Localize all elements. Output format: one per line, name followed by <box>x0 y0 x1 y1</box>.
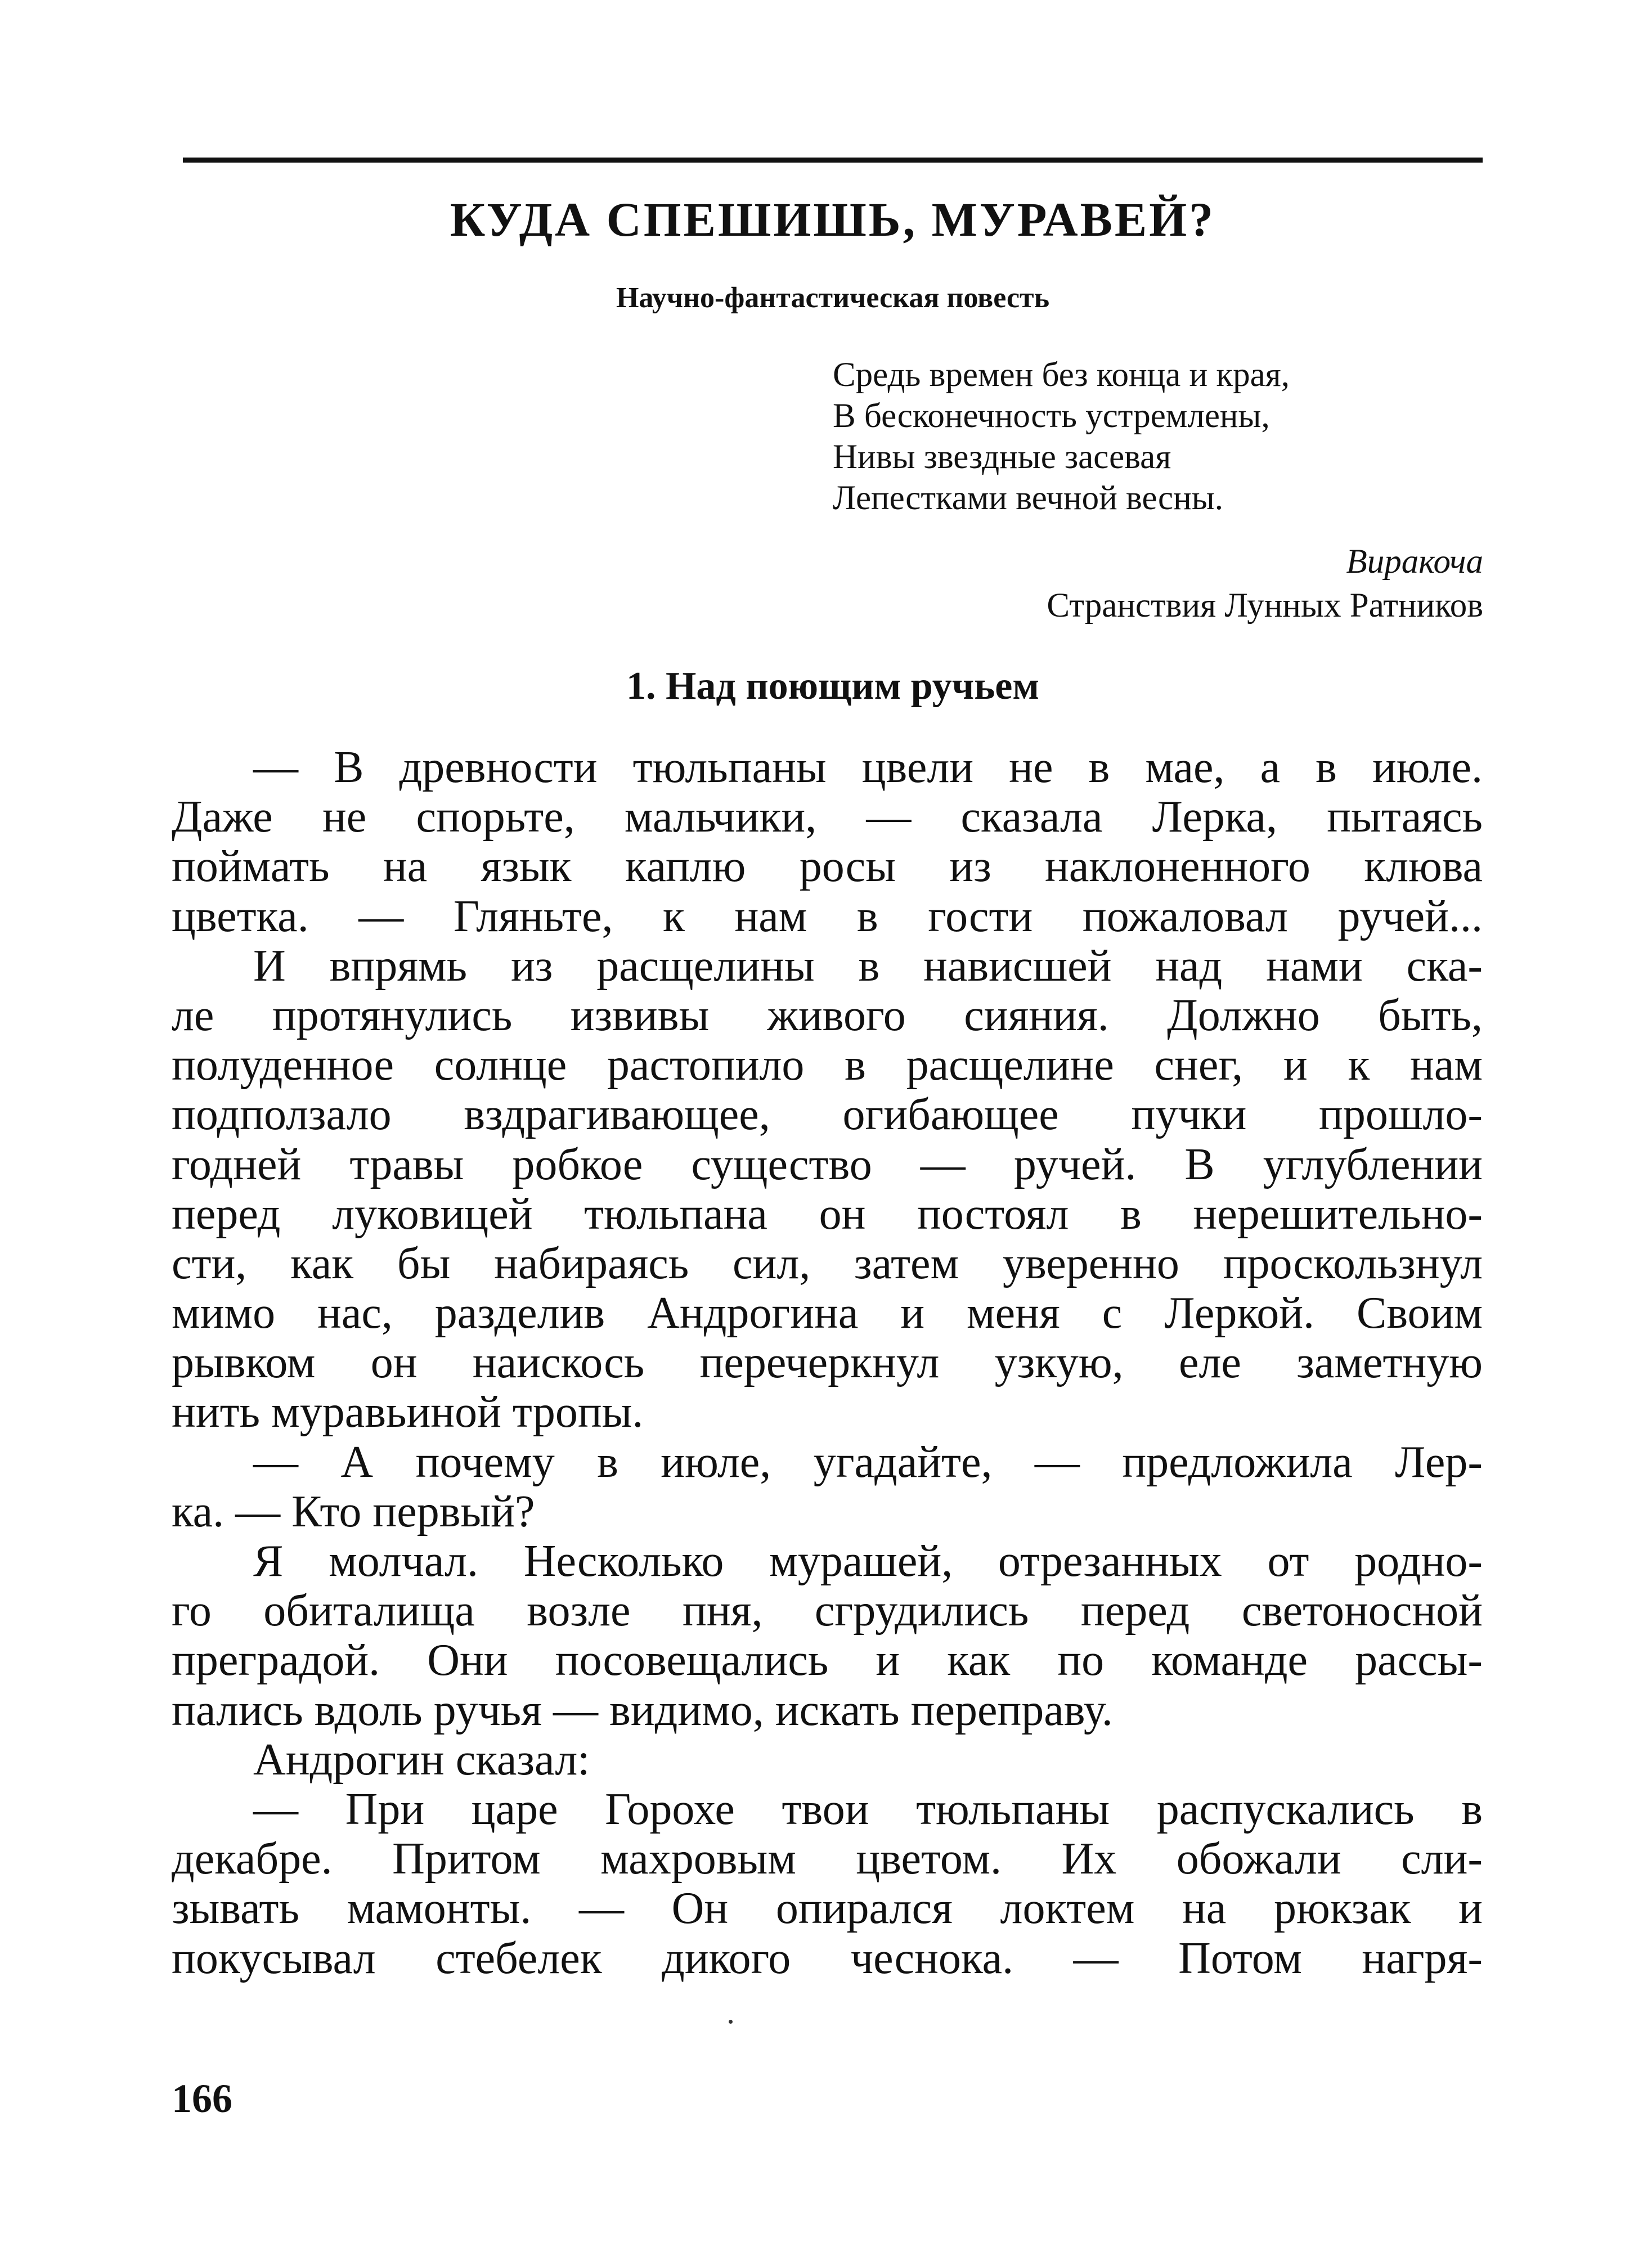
page-number: 166 <box>172 2076 232 2121</box>
text-line: го обиталища возле пня, сгрудились перед светоносной <box>172 1586 1483 1636</box>
epigraph <box>833 354 1491 519</box>
text-line: Даже не спорьте, мальчики, — сказала Лерка, пытаясь <box>172 792 1483 842</box>
text-line: цветка. — Гляньте, к нам в гости пожаловал ручей... <box>172 891 1483 941</box>
text-line: — А почему в июле, угадайте, — предложила Лер- <box>253 1437 1483 1487</box>
epigraph-source: Странствия Лунных Ратников <box>1047 587 1483 624</box>
text-line: Я молчал. Несколько мурашей, отрезанных от родно- <box>253 1536 1483 1586</box>
print-speck <box>729 2020 733 2024</box>
epigraph-line: Нивы звездные засевая <box>833 438 1171 476</box>
text-line: покусывал стебелек дикого чеснока. — Потом нагря- <box>172 1933 1483 1983</box>
text-line: — При царе Горохе твои тюльпаны распускались в <box>253 1784 1483 1834</box>
text-line: пались вдоль ручья — видимо, искать переправу. <box>172 1685 1113 1735</box>
epigraph-line: Средь времен без конца и края, <box>833 356 1290 394</box>
text-line: годней травы робкое существо — ручей. В углублении <box>172 1139 1483 1189</box>
epigraph-attribution <box>1047 540 1483 628</box>
top-rule <box>183 158 1483 163</box>
story-subtitle: Научно-фантастическая повесть <box>616 282 1050 314</box>
text-line: ка. — Кто первый? <box>172 1486 535 1536</box>
text-line: преградой. Они посовещались и как по команде рассы- <box>172 1636 1483 1686</box>
text-line: зывать мамонты. — Он опирался локтем на рюкзак и <box>172 1884 1483 1934</box>
epigraph-line: Лепестками вечной весны. <box>833 479 1223 517</box>
epigraph-author: Виракоча <box>1346 543 1483 581</box>
text-line: полуденное солнце растопило в расщелине снег, и к нам <box>172 1040 1483 1090</box>
text-line: нить муравьиной тропы. <box>172 1387 644 1437</box>
text-line: мимо нас, разделив Андрогина и меня с Леркой. Своим <box>172 1288 1483 1338</box>
text-line: поймать на язык каплю росы из наклоненного клюва <box>172 842 1483 892</box>
text-line: — В древности тюльпаны цвели не в мае, а в июле. <box>253 743 1483 792</box>
text-line: ле протянулись извивы живого сияния. Должно быть, <box>172 990 1483 1040</box>
text-line: подползало вздрагивающее, огибающее пучки прошло- <box>172 1090 1483 1140</box>
chapter-heading: 1. Над поющим ручьем <box>626 664 1040 708</box>
text-line: И впрямь из расщелины в нависшей над нами ска- <box>253 941 1483 991</box>
text-line: рывком он наискось перечеркнул узкую, еле заметную <box>172 1338 1483 1388</box>
epigraph-line: В бесконечность устремлены, <box>833 397 1270 435</box>
text-line: декабре. Притом махровым цветом. Их обожали сли- <box>172 1834 1483 1884</box>
text-line: перед луковицей тюльпана он постоял в нерешительно- <box>172 1189 1483 1239</box>
text-line: сти, как бы набираясь сил, затем уверенно проскользнул <box>172 1238 1483 1288</box>
body-text <box>172 743 1483 1983</box>
text-line: Андрогин сказал: <box>253 1735 590 1785</box>
story-title: КУДА СПЕШИШЬ, МУРАВЕЙ? <box>450 192 1216 246</box>
